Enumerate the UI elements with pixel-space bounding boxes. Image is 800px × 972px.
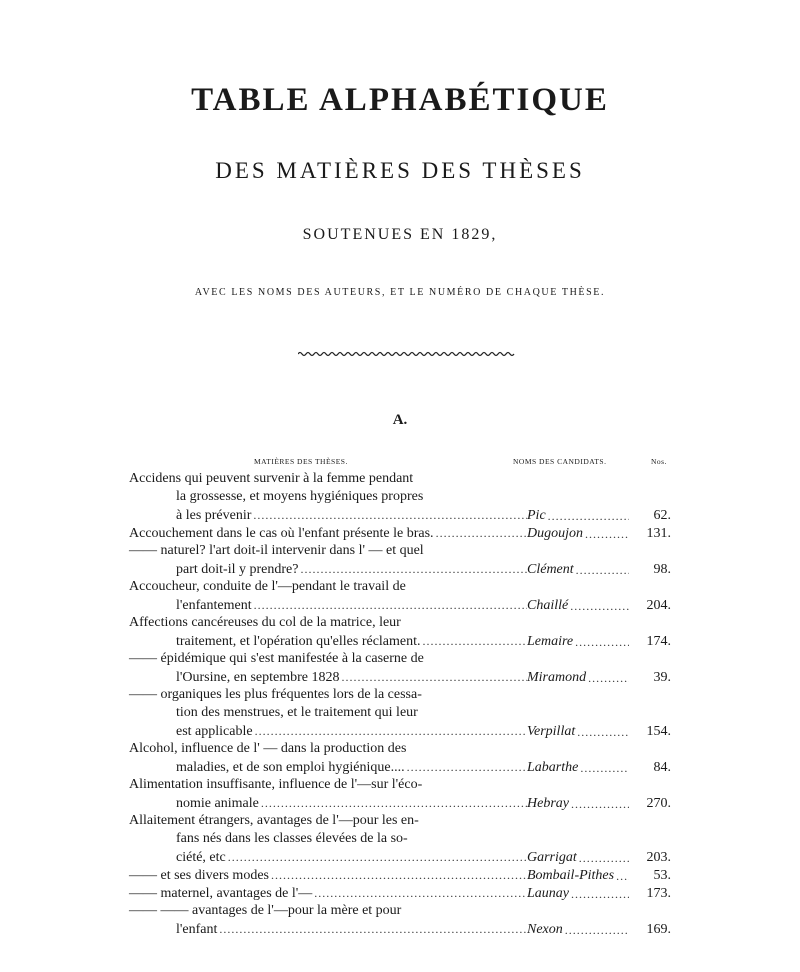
index-line [129,524,671,542]
column-header-author: NOMS DES CANDIDATS. [513,457,607,466]
dot-leader [251,506,527,524]
index-line-text: Allaitement étrangers, avantages de l'—pour les en- [129,813,419,828]
dot-leader [575,723,629,741]
candidate-name [527,885,629,903]
page-subtitle: DES MATIÈRES DES THÈSES [215,158,585,183]
index-line [129,884,671,902]
index-line [129,866,671,884]
index-line-text: part doit-il y prendre? [176,562,299,577]
dot-leader [574,561,629,579]
year-line: SOUTENUES EN 1829, [302,226,498,243]
index-line [129,632,671,650]
candidate-name [527,795,629,813]
candidate-name [527,597,629,615]
index-line [129,848,671,866]
candidate-name-text: Verpillat [527,724,576,739]
dot-leader [269,866,527,884]
dot-leader [577,849,629,867]
candidate-name [527,507,629,525]
thesis-number: 169. [646,922,671,937]
candidate-name [527,849,629,867]
index-line-text: est applicable [176,724,253,739]
candidate-name [527,633,629,651]
index-line-text: l'Oursine, en septembre 1828 [176,670,340,685]
dot-leader [569,885,629,903]
index-line-text: Accoucheur, conduite de l'—pendant le travail de [129,579,406,594]
thesis-number: 84. [653,760,671,775]
candidate-name [527,759,629,777]
candidate-name [527,525,629,543]
index-line-text: nomie animale [176,796,259,811]
dot-leader [546,507,629,525]
thesis-number: 173. [646,886,671,901]
index-line-text: l'enfantement [176,598,252,613]
thesis-number: 203. [646,850,671,865]
index-line-text: —— et ses divers modes [129,868,269,883]
thesis-number: 204. [646,598,671,613]
candidate-name-text: Labarthe [527,760,579,775]
index-line [129,596,671,614]
decorative-rule [298,351,516,357]
dot-leader [339,668,527,686]
thesis-number: 62. [653,508,671,523]
index-line [129,488,671,506]
dot-leader [217,920,527,938]
index-line [129,902,671,920]
dot-leader [253,722,527,740]
index-line [129,830,671,848]
thesis-number: 39. [653,670,671,685]
candidate-name-text: Bombail-Pithes [527,868,615,883]
index-line [129,650,671,668]
candidate-name [527,867,629,885]
dot-leader [252,596,527,614]
candidate-name-text: Pic [527,508,546,523]
index-line-text: à les prévenir [176,508,252,523]
index-line-text: ciété, etc [176,850,226,865]
candidate-name-text: Chaillé [527,598,569,613]
index-line-text: —— organiques les plus fréquentes lors de la cessa- [129,687,422,702]
dot-leader [434,524,527,542]
index-line [129,614,671,632]
dot-leader [312,884,527,902]
thesis-number: 154. [646,724,671,739]
dot-leader [226,848,527,866]
index-line-text: l'enfant [176,922,218,937]
index-line-text: —— épidémique qui s'est manifestée à la caserne de [129,651,424,666]
index-line-text: fans nés dans les classes élevées de la so- [176,831,408,846]
dot-leader [405,758,527,776]
index-line [129,920,671,938]
index-line [129,470,671,488]
candidate-name-text: Miramond [527,670,587,685]
index-line-text: Alcohol, influence de l' — dans la production des [129,741,407,756]
section-letter: A. [392,412,408,428]
candidate-name-text: Clément [527,562,574,577]
index-line-text: maladies, et de son emploi hygiénique.... [176,760,405,775]
index-line [129,668,671,686]
dot-leader [586,669,629,687]
index-line [129,776,671,794]
index-entries [129,470,671,938]
index-line [129,740,671,758]
thesis-number: 98. [653,562,671,577]
index-line-text: —— maternel, avantages de l'— [129,886,313,901]
index-line [129,506,671,524]
index-line [129,542,671,560]
thesis-number: 131. [646,526,671,541]
candidate-name-text: Launay [527,886,569,901]
column-header-number: Nos. [651,457,667,466]
index-line [129,704,671,722]
candidate-name [527,669,629,687]
candidate-name-text: Garrigat [527,850,577,865]
candidate-name-text: Lemaire [527,634,574,649]
dot-leader [259,794,527,812]
candidate-name-text: Dugoujon [527,526,583,541]
candidate-name [527,561,629,579]
dot-leader [421,632,527,650]
index-line [129,560,671,578]
dot-leader [298,560,527,578]
authors-note: AVEC LES NOMS DES AUTEURS, ET LE NUMÉRO DE CHAQUE THÈSE. [194,287,606,298]
index-line-text: Accouchement dans le cas où l'enfant présente le bras. [129,526,434,541]
index-line [129,794,671,812]
index-line [129,812,671,830]
index-line-text: Accidens qui peuvent survenir à la femme pendant [129,471,414,486]
index-line-text: —— —— avantages de l'—pour la mère et pour [129,903,402,918]
thesis-number: 270. [646,796,671,811]
index-line-text: traitement, et l'opération qu'elles réclament. [176,634,421,649]
candidate-name-text: Nexon [527,922,563,937]
candidate-name [527,921,629,939]
index-line [129,722,671,740]
dot-leader [563,921,629,939]
page-title: TABLE ALPHABÉTIQUE [191,82,609,118]
index-line-text: —— naturel? l'art doit-il intervenir dans l' — et quel [129,543,424,558]
dot-leader [578,759,629,777]
index-line-text: Affections cancéreuses du col de la matrice, leur [129,615,401,630]
candidate-name-text: Hebray [527,796,569,811]
candidate-name [527,723,629,741]
index-line [129,686,671,704]
dot-leader [614,867,629,885]
column-header-subject: MATIÈRES DES THÈSES. [254,457,348,466]
thesis-number: 53. [653,868,671,883]
dot-leader [569,795,629,813]
dot-leader [583,525,629,543]
thesis-number: 174. [646,634,671,649]
index-line-text: la grossesse, et moyens hygiéniques propres [176,489,424,504]
dot-leader [568,597,629,615]
index-line [129,758,671,776]
index-line [129,578,671,596]
index-line-text: tion des menstrues, et le traitement qui leur [176,705,418,720]
index-line-text: Alimentation insuffisante, influence de l'—sur l'éco- [129,777,423,792]
dot-leader [573,633,629,651]
